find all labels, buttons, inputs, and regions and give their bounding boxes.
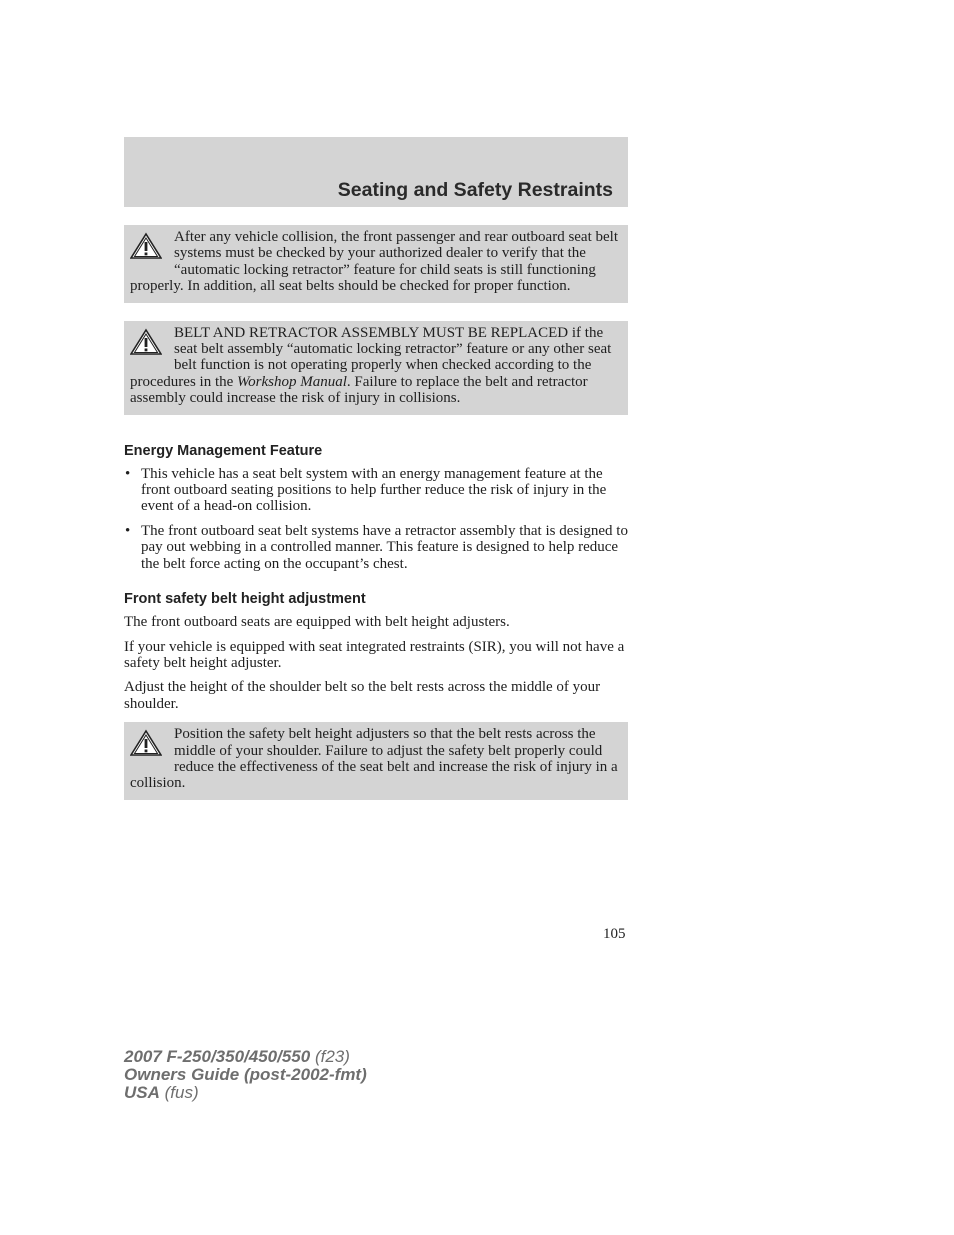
page-content xyxy=(124,137,628,800)
section-title: Seating and Safety Restraints xyxy=(337,179,613,201)
document-footer xyxy=(124,1048,367,1102)
section-heading: Front safety belt height adjustment xyxy=(124,591,366,608)
list-item: • The front outboard seat belt systems have a retractor assembly that is designed to pay out webbing in a controlled manner. This feature is designed to help reduce the belt force acting on the occupant’s chest. xyxy=(124,523,628,572)
warning-box xyxy=(124,722,628,800)
footer-line xyxy=(124,1084,367,1102)
warning-text: BELT AND RETRACTOR ASSEMBLY MUST BE REPLACED if the seat belt assembly “automatic locking retractor” feature or any other seat belt function is not operating properly when checked according to the procedures in the xyxy=(130,324,612,390)
warning-triangle-icon xyxy=(130,328,162,356)
warning-text: Position the safety belt height adjusters so that the belt rests across the middle of your shoulder. Failure to adjust the safety belt properly could reduce the effectiveness of the seat belt and increase the risk of injury in a collision. xyxy=(130,726,618,792)
paragraph: The front outboard seats are equipped with belt height adjusters. xyxy=(124,614,510,631)
warning-box xyxy=(124,321,628,415)
warning-box xyxy=(124,225,628,303)
footer-region-code: (fus) xyxy=(159,1083,199,1102)
footer-model: 2007 F-250/350/450/550 xyxy=(124,1047,311,1066)
bullet-list xyxy=(124,466,628,572)
list-item: • This vehicle has a seat belt system with an energy management feature at the front outboard seating positions to help further reduce the risk of injury in the event of a head-on collision. xyxy=(124,466,628,515)
warning-text: After any vehicle collision, the front passenger and rear outboard seat belt systems must be checked by your authorized dealer to verify that the “automatic locking retractor” feature for child seats is still functioning properly. In addition, all seat belts should be checked for proper function. xyxy=(130,229,619,295)
footer-code: (f23) xyxy=(310,1047,350,1066)
section-header xyxy=(124,137,628,207)
warning-text: . Failure to replace the belt and retractor assembly could increase the risk of injury in collisions. xyxy=(130,373,588,407)
footer-line: Owners Guide (post-2002-fmt) xyxy=(124,1065,367,1084)
warning-triangle-icon xyxy=(130,729,162,757)
paragraph: If your vehicle is equipped with seat integrated restraints (SIR), you will not have a safety belt height adjuster. xyxy=(124,638,625,671)
footer-region: USA xyxy=(124,1083,160,1102)
footer-line xyxy=(124,1048,367,1066)
paragraph: Adjust the height of the shoulder belt so the belt rests across the middle of your shoulder. xyxy=(124,679,601,712)
page-number: 105 xyxy=(603,926,626,942)
warning-triangle-icon xyxy=(130,232,162,260)
section-heading: Energy Management Feature xyxy=(124,442,323,459)
warning-text-italic: Workshop Manual xyxy=(237,373,347,390)
